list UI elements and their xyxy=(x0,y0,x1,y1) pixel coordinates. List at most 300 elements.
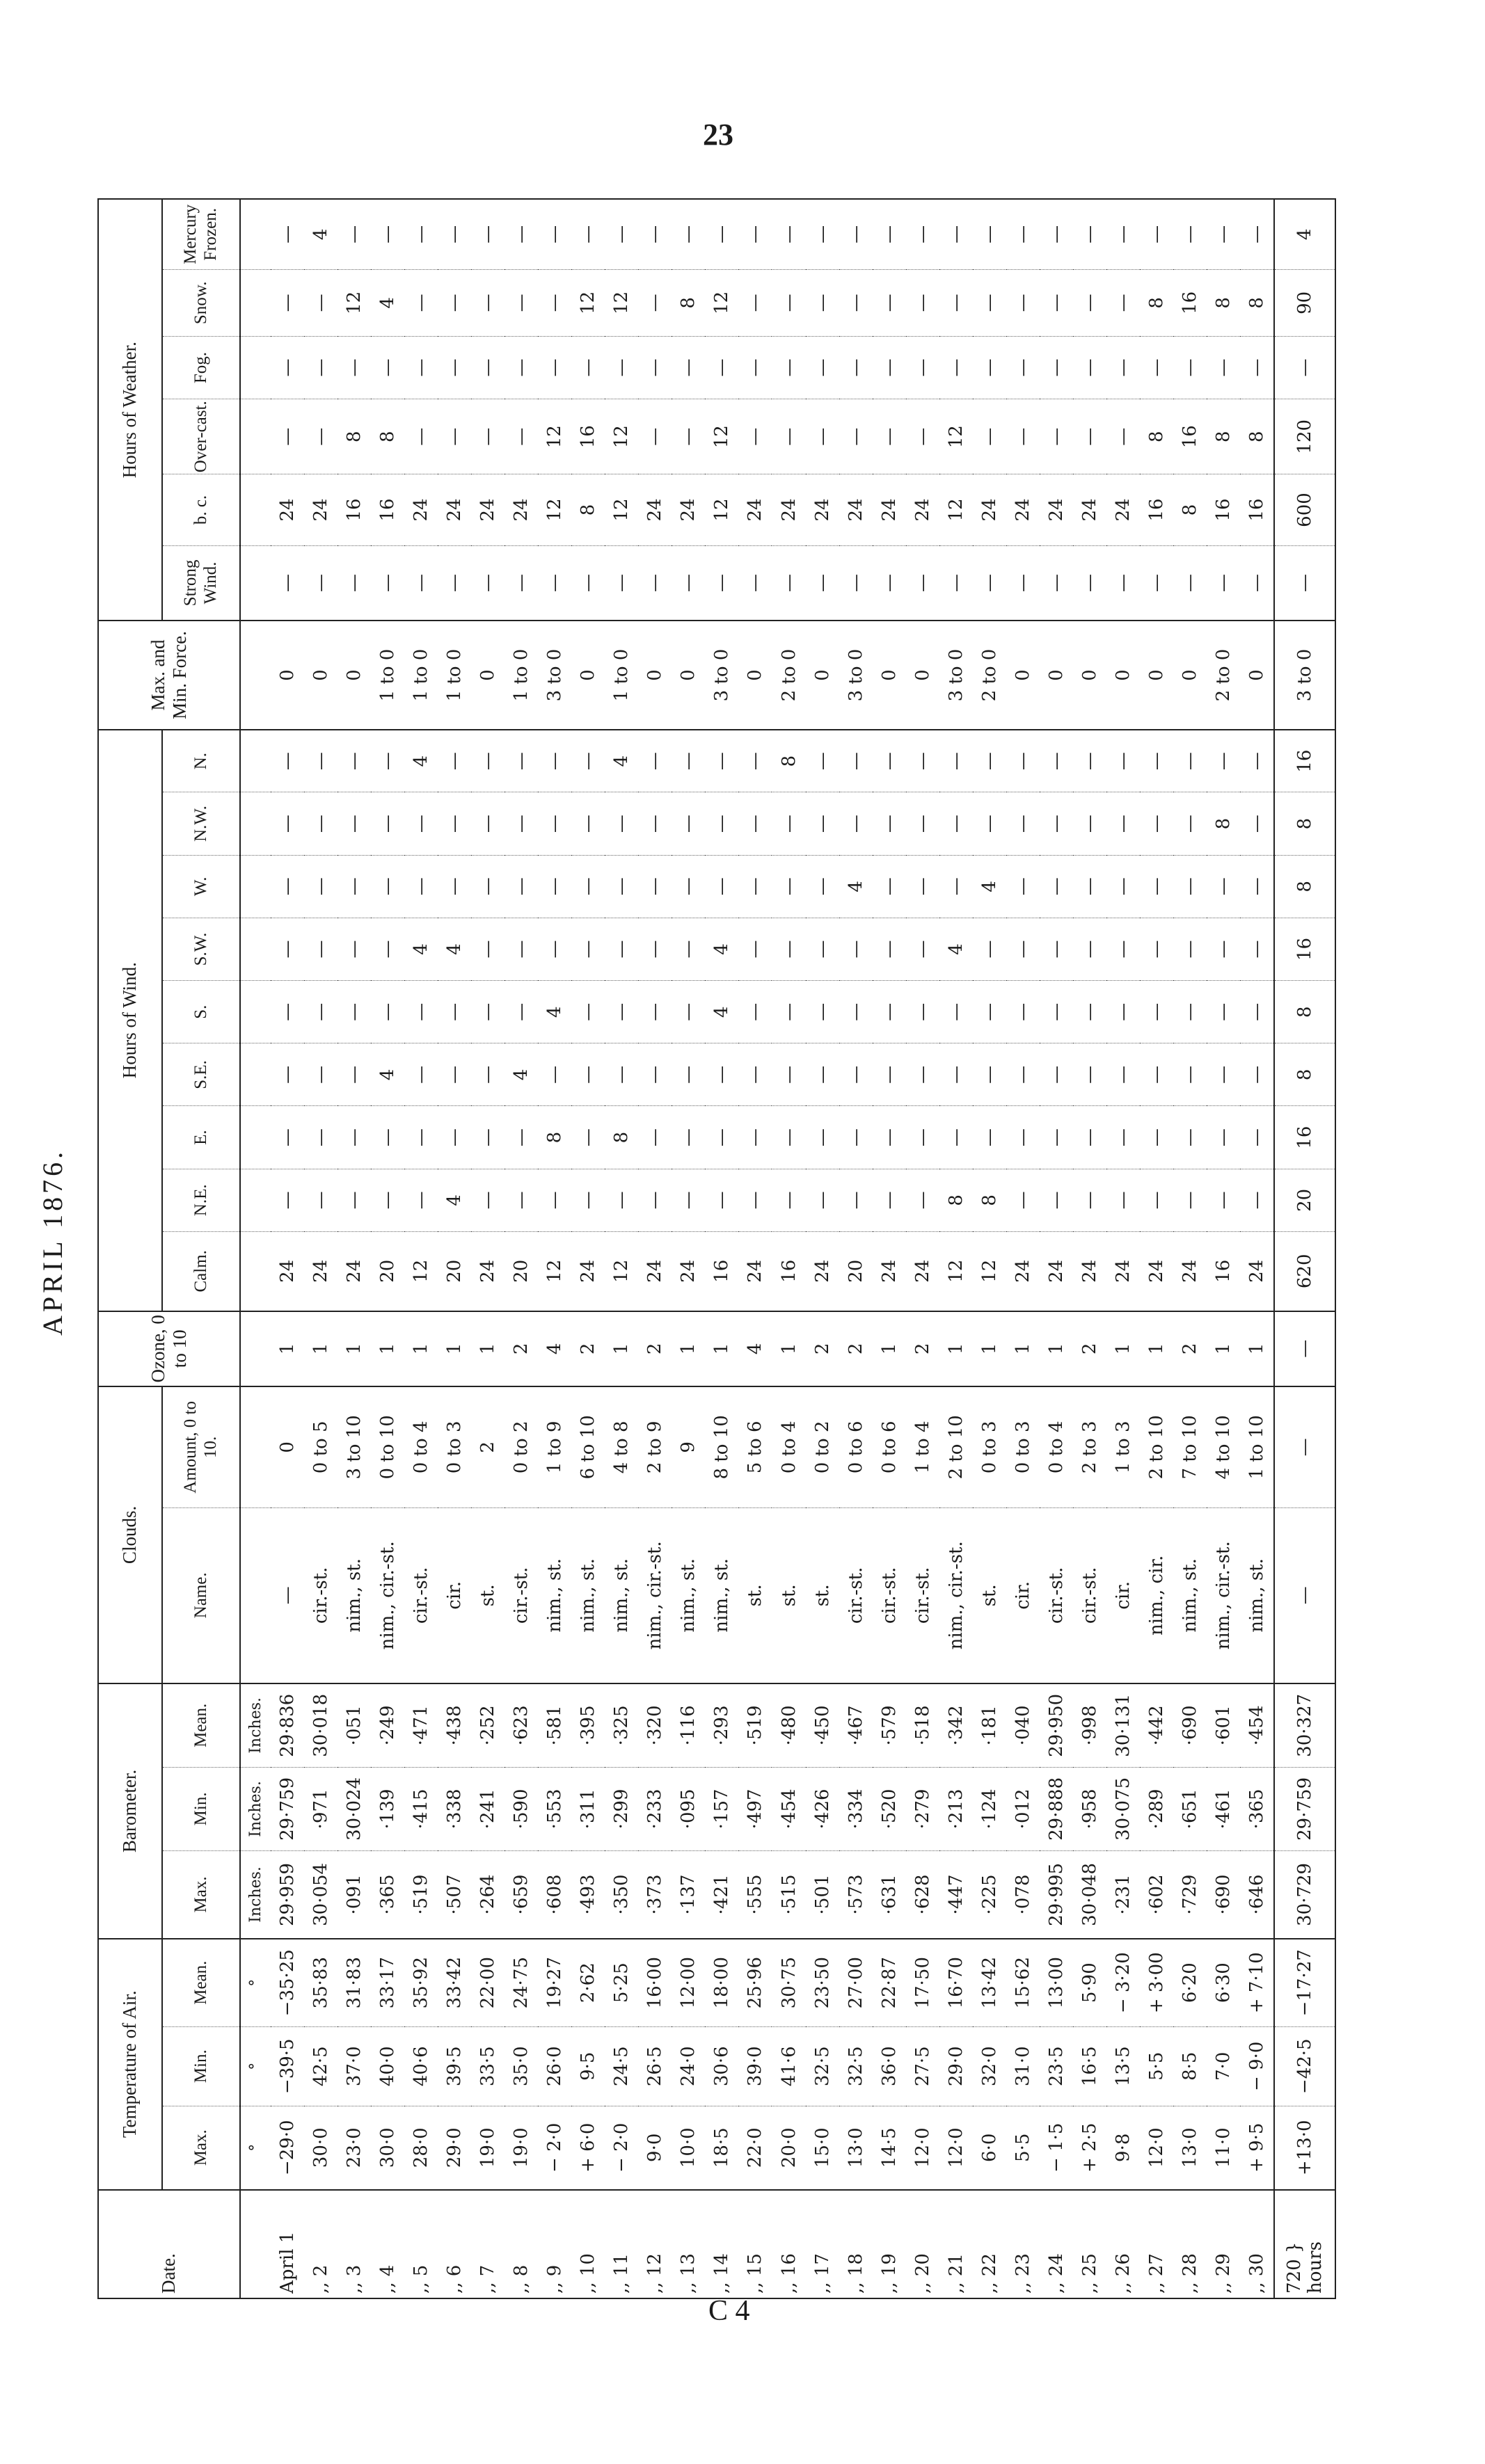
baro-max-cell: ·515 xyxy=(772,1851,805,1939)
wind-n-cell: — xyxy=(338,730,371,792)
cloud-name-cell: cir.-st. xyxy=(404,1507,438,1683)
fog-cell: — xyxy=(605,336,638,399)
wind-w-cell: — xyxy=(705,855,738,918)
header-fog: Fog. xyxy=(162,336,240,399)
baro-min-cell: ·279 xyxy=(906,1767,939,1850)
wind-e-cell: — xyxy=(1006,1106,1040,1169)
wind-sw-cell: — xyxy=(271,918,304,980)
wind-w-cell: — xyxy=(772,855,805,918)
mercury-cell: — xyxy=(571,199,605,269)
bc-cell: 600 xyxy=(1274,474,1335,545)
bc-cell: 24 xyxy=(404,474,438,545)
temp-mean-cell: 25·96 xyxy=(738,1939,772,2026)
overcast-cell: — xyxy=(638,399,672,474)
baro-max-cell: ·225 xyxy=(973,1851,1006,1939)
header-force: Max. and Min. Force. xyxy=(98,621,240,729)
mercury-cell: — xyxy=(772,199,805,269)
wind-s-cell: 8 xyxy=(1274,981,1335,1043)
unit-temp-mean: ° xyxy=(240,1939,271,2026)
wind-nw-cell: — xyxy=(304,792,338,855)
mercury-cell: — xyxy=(605,199,638,269)
wind-w-cell: — xyxy=(1040,855,1073,918)
force-cell: 0 xyxy=(638,621,672,729)
temp-mean-cell: 31·83 xyxy=(338,1939,371,2026)
header-overcast: Over-cast. xyxy=(162,399,240,474)
force-cell: 1 to 0 xyxy=(371,621,404,729)
wind-e-cell: — xyxy=(672,1106,705,1169)
temp-mean-cell: 23·50 xyxy=(806,1939,839,2026)
force-cell: 3 to 0 xyxy=(705,621,738,729)
wind-s-cell: — xyxy=(1006,981,1040,1043)
baro-max-cell: ·137 xyxy=(672,1851,705,1939)
baro-max-cell: ·608 xyxy=(538,1851,571,1939)
baro-min-cell: 29·759 xyxy=(271,1767,304,1850)
wind-n-cell: — xyxy=(1240,730,1274,792)
baro-mean-cell: ·040 xyxy=(1006,1683,1040,1767)
wind-calm-cell: 24 xyxy=(1040,1231,1073,1311)
wind-e-cell: — xyxy=(906,1106,939,1169)
wind-n-cell: — xyxy=(806,730,839,792)
wind-w-cell: — xyxy=(806,855,839,918)
baro-mean-cell: ·518 xyxy=(906,1683,939,1767)
units-blank xyxy=(240,474,271,545)
wind-w-cell: 4 xyxy=(839,855,873,918)
date-cell: ,, 11 xyxy=(605,2190,638,2298)
wind-ne-cell: — xyxy=(304,1169,338,1231)
bc-cell: 24 xyxy=(1073,474,1106,545)
snow-cell: 8 xyxy=(1207,269,1240,336)
strong-wind-cell: — xyxy=(738,545,772,621)
cloud-amount-cell: 0 xyxy=(271,1386,304,1507)
wind-calm-cell: 24 xyxy=(638,1231,672,1311)
fog-cell: — xyxy=(839,336,873,399)
units-blank xyxy=(240,1386,271,1507)
overcast-cell: — xyxy=(672,399,705,474)
wind-sw-cell: — xyxy=(873,918,906,980)
totals-row xyxy=(1274,199,1335,2298)
wind-s-cell: — xyxy=(638,981,672,1043)
wind-ne-cell: — xyxy=(1006,1169,1040,1231)
bc-cell: 24 xyxy=(471,474,505,545)
wind-ne-cell: — xyxy=(638,1169,672,1231)
units-blank xyxy=(240,269,271,336)
header-wind-sw: S.W. xyxy=(162,918,240,980)
date-cell: ,, 6 xyxy=(438,2190,471,2298)
wind-n-cell: — xyxy=(1140,730,1173,792)
wind-sw-cell: — xyxy=(638,918,672,980)
wind-e-cell: — xyxy=(371,1106,404,1169)
wind-s-cell: — xyxy=(1240,981,1274,1043)
overcast-cell: 8 xyxy=(1140,399,1173,474)
temp-min-cell: 16·5 xyxy=(1073,2026,1106,2106)
baro-min-cell: ·971 xyxy=(304,1767,338,1850)
date-cell: ,, 19 xyxy=(873,2190,906,2298)
cloud-name-cell: nim., st. xyxy=(538,1507,571,1683)
wind-calm-cell: 16 xyxy=(1207,1231,1240,1311)
fog-cell: — xyxy=(1207,336,1240,399)
ozone-cell: 2 xyxy=(1073,1311,1106,1386)
fog-cell: — xyxy=(939,336,973,399)
temp-max-cell: 28·0 xyxy=(404,2106,438,2189)
wind-n-cell: — xyxy=(438,730,471,792)
cloud-amount-cell: 3 to 10 xyxy=(338,1386,371,1507)
baro-min-cell: ·651 xyxy=(1173,1767,1207,1850)
overcast-cell: — xyxy=(806,399,839,474)
baro-mean-cell: ·467 xyxy=(839,1683,873,1767)
wind-s-cell: — xyxy=(906,981,939,1043)
wind-calm-cell: 24 xyxy=(906,1231,939,1311)
cloud-name-cell: cir. xyxy=(438,1507,471,1683)
strong-wind-cell: — xyxy=(873,545,906,621)
cloud-name-cell: nim., cir.-st. xyxy=(939,1507,973,1683)
date-cell: ,, 14 xyxy=(705,2190,738,2298)
ozone-cell: 2 xyxy=(806,1311,839,1386)
table-row xyxy=(705,199,738,2298)
overcast-cell: — xyxy=(1073,399,1106,474)
baro-min-cell: ·461 xyxy=(1207,1767,1240,1850)
fog-cell: — xyxy=(1173,336,1207,399)
overcast-cell: — xyxy=(505,399,538,474)
temp-mean-cell: 17·50 xyxy=(906,1939,939,2026)
temp-max-cell: 15·0 xyxy=(806,2106,839,2189)
wind-ne-cell: — xyxy=(271,1169,304,1231)
units-blank xyxy=(240,1231,271,1311)
wind-nw-cell: — xyxy=(371,792,404,855)
baro-min-cell: ·095 xyxy=(672,1767,705,1850)
strong-wind-cell: — xyxy=(638,545,672,621)
wind-w-cell: — xyxy=(471,855,505,918)
wind-e-cell: — xyxy=(806,1106,839,1169)
snow-cell: 12 xyxy=(605,269,638,336)
wind-s-cell: — xyxy=(873,981,906,1043)
mercury-cell: — xyxy=(1006,199,1040,269)
fog-cell: — xyxy=(505,336,538,399)
wind-s-cell: — xyxy=(1073,981,1106,1043)
table-row xyxy=(538,199,571,2298)
temp-mean-cell: 13·00 xyxy=(1040,1939,1073,2026)
fog-cell: — xyxy=(1073,336,1106,399)
wind-s-cell: — xyxy=(605,981,638,1043)
temp-min-cell: 24·5 xyxy=(605,2026,638,2106)
baro-max-cell: 30·729 xyxy=(1274,1851,1335,1939)
wind-n-cell: — xyxy=(271,730,304,792)
wind-e-cell: 8 xyxy=(605,1106,638,1169)
wind-nw-cell: — xyxy=(571,792,605,855)
header-temperature: Temperature of Air. xyxy=(98,1939,162,2190)
baro-mean-cell: ·442 xyxy=(1140,1683,1173,1767)
wind-n-cell: — xyxy=(973,730,1006,792)
cloud-amount-cell: 2 to 10 xyxy=(939,1386,973,1507)
wind-w-cell: — xyxy=(672,855,705,918)
cloud-name-cell: nim., cir. xyxy=(1140,1507,1173,1683)
temp-min-cell: 7·0 xyxy=(1207,2026,1240,2106)
wind-ne-cell: — xyxy=(806,1169,839,1231)
wind-calm-cell: 620 xyxy=(1274,1231,1335,1311)
header-cloud-amount: Amount, 0 to 10. xyxy=(162,1386,240,1507)
header-wind-calm: Calm. xyxy=(162,1231,240,1311)
header-strong-wind: Strong Wind. xyxy=(162,545,240,621)
wind-s-cell: — xyxy=(672,981,705,1043)
wind-calm-cell: 24 xyxy=(1140,1231,1173,1311)
wind-calm-cell: 24 xyxy=(1173,1231,1207,1311)
baro-max-cell: ·493 xyxy=(571,1851,605,1939)
overcast-cell: — xyxy=(1106,399,1140,474)
cloud-name-cell: cir.-st. xyxy=(839,1507,873,1683)
table-row xyxy=(738,199,772,2298)
temp-mean-cell: 22·00 xyxy=(471,1939,505,2026)
wind-s-cell: 4 xyxy=(705,981,738,1043)
table-row xyxy=(1140,199,1173,2298)
temp-min-cell: 41·6 xyxy=(772,2026,805,2106)
bc-cell: 16 xyxy=(371,474,404,545)
table-row xyxy=(371,199,404,2298)
force-cell: 0 xyxy=(738,621,772,729)
header-wind-se: S.E. xyxy=(162,1043,240,1106)
force-cell: 2 to 0 xyxy=(772,621,805,729)
force-cell: 0 xyxy=(906,621,939,729)
wind-e-cell: — xyxy=(839,1106,873,1169)
temp-mean-cell: 12·00 xyxy=(672,1939,705,2026)
cloud-name-cell: st. xyxy=(772,1507,805,1683)
mercury-cell: — xyxy=(672,199,705,269)
strong-wind-cell: — xyxy=(1240,545,1274,621)
fog-cell: — xyxy=(973,336,1006,399)
wind-e-cell: — xyxy=(571,1106,605,1169)
snow-cell: — xyxy=(1073,269,1106,336)
fog-cell: — xyxy=(738,336,772,399)
wind-nw-cell: 8 xyxy=(1274,792,1335,855)
cloud-amount-cell: — xyxy=(1274,1386,1335,1507)
force-cell: 0 xyxy=(1073,621,1106,729)
wind-calm-cell: 20 xyxy=(839,1231,873,1311)
wind-se-cell: — xyxy=(1240,1043,1274,1106)
wind-w-cell: — xyxy=(638,855,672,918)
header-wind-s: S. xyxy=(162,981,240,1043)
temp-max-cell: − 2·0 xyxy=(605,2106,638,2189)
wind-e-cell: — xyxy=(505,1106,538,1169)
wind-e-cell: — xyxy=(1140,1106,1173,1169)
baro-max-cell: ·231 xyxy=(1106,1851,1140,1939)
wind-calm-cell: 24 xyxy=(1106,1231,1140,1311)
temp-min-cell: 32·5 xyxy=(806,2026,839,2106)
wind-w-cell: 4 xyxy=(973,855,1006,918)
wind-sw-cell: — xyxy=(973,918,1006,980)
units-row xyxy=(240,199,271,2298)
wind-n-cell: — xyxy=(705,730,738,792)
date-cell: ,, 18 xyxy=(839,2190,873,2298)
mercury-cell: — xyxy=(1140,199,1173,269)
temp-max-cell: 29·0 xyxy=(438,2106,471,2189)
wind-nw-cell: — xyxy=(906,792,939,855)
overcast-cell: — xyxy=(738,399,772,474)
wind-sw-cell: — xyxy=(1140,918,1173,980)
force-cell: 0 xyxy=(1140,621,1173,729)
fog-cell: — xyxy=(438,336,471,399)
baro-max-cell: ·519 xyxy=(404,1851,438,1939)
date-cell: ,, 17 xyxy=(806,2190,839,2298)
wind-calm-cell: 24 xyxy=(738,1231,772,1311)
wind-se-cell: — xyxy=(906,1043,939,1106)
date-cell: ,, 21 xyxy=(939,2190,973,2298)
bc-cell: 12 xyxy=(538,474,571,545)
wind-calm-cell: 12 xyxy=(605,1231,638,1311)
wind-sw-cell: — xyxy=(505,918,538,980)
units-blank xyxy=(240,621,271,729)
wind-nw-cell: — xyxy=(1040,792,1073,855)
overcast-cell: 8 xyxy=(338,399,371,474)
wind-n-cell: — xyxy=(638,730,672,792)
cloud-amount-cell: 0 to 3 xyxy=(438,1386,471,1507)
wind-calm-cell: 24 xyxy=(304,1231,338,1311)
baro-mean-cell: ·454 xyxy=(1240,1683,1274,1767)
snow-cell: — xyxy=(404,269,438,336)
baro-mean-cell: ·998 xyxy=(1073,1683,1106,1767)
baro-min-cell: 29·888 xyxy=(1040,1767,1073,1850)
wind-w-cell: — xyxy=(338,855,371,918)
fog-cell: — xyxy=(571,336,605,399)
ozone-cell: 1 xyxy=(1140,1311,1173,1386)
wind-se-cell: 8 xyxy=(1274,1043,1335,1106)
baro-min-cell: ·139 xyxy=(371,1767,404,1850)
overcast-cell: — xyxy=(873,399,906,474)
force-cell: 1 to 0 xyxy=(505,621,538,729)
temp-min-cell: 33·5 xyxy=(471,2026,505,2106)
snow-cell: 12 xyxy=(338,269,371,336)
baro-mean-cell: 29·950 xyxy=(1040,1683,1073,1767)
wind-s-cell: 4 xyxy=(538,981,571,1043)
temp-mean-cell: −17·27 xyxy=(1274,1939,1335,2026)
temp-mean-cell: + 7·10 xyxy=(1240,1939,1274,2026)
wind-calm-cell: 24 xyxy=(672,1231,705,1311)
temp-mean-cell: 24·75 xyxy=(505,1939,538,2026)
wind-se-cell: — xyxy=(973,1043,1006,1106)
ozone-cell: 1 xyxy=(404,1311,438,1386)
wind-ne-cell: — xyxy=(1040,1169,1073,1231)
wind-sw-cell: — xyxy=(571,918,605,980)
force-cell: 0 xyxy=(873,621,906,729)
overcast-cell: — xyxy=(1006,399,1040,474)
overcast-cell: 8 xyxy=(1207,399,1240,474)
temp-mean-cell: 19·27 xyxy=(538,1939,571,2026)
temp-mean-cell: 35·83 xyxy=(304,1939,338,2026)
force-cell: 0 xyxy=(672,621,705,729)
table-row xyxy=(605,199,638,2298)
snow-cell: — xyxy=(973,269,1006,336)
wind-se-cell: — xyxy=(538,1043,571,1106)
cloud-name-cell: cir. xyxy=(1106,1507,1140,1683)
force-cell: 0 xyxy=(471,621,505,729)
mercury-cell: — xyxy=(638,199,672,269)
unit-baro-mean: Inches. xyxy=(240,1683,271,1767)
wind-se-cell: — xyxy=(1073,1043,1106,1106)
table-row xyxy=(338,199,371,2298)
wind-ne-cell: — xyxy=(705,1169,738,1231)
wind-nw-cell: — xyxy=(738,792,772,855)
table-row xyxy=(806,199,839,2298)
ozone-cell: 1 xyxy=(1240,1311,1274,1386)
mercury-cell: — xyxy=(1106,199,1140,269)
baro-min-cell: ·241 xyxy=(471,1767,505,1850)
temp-mean-cell: 15·62 xyxy=(1006,1939,1040,2026)
mercury-cell: — xyxy=(738,199,772,269)
wind-w-cell: — xyxy=(1106,855,1140,918)
baro-mean-cell: 30·131 xyxy=(1106,1683,1140,1767)
temp-mean-cell: − 3·20 xyxy=(1106,1939,1140,2026)
table-row xyxy=(906,199,939,2298)
baro-mean-cell: ·579 xyxy=(873,1683,906,1767)
wind-ne-cell: — xyxy=(906,1169,939,1231)
mercury-cell: — xyxy=(873,199,906,269)
wind-sw-cell: 4 xyxy=(939,918,973,980)
header-temp-mean: Mean. xyxy=(162,1939,240,2026)
wind-w-cell: — xyxy=(1207,855,1240,918)
temp-min-cell: 39·0 xyxy=(738,2026,772,2106)
table-row xyxy=(1240,199,1274,2298)
ozone-cell: 1 xyxy=(705,1311,738,1386)
wind-calm-cell: 20 xyxy=(505,1231,538,1311)
wind-n-cell: 8 xyxy=(772,730,805,792)
baro-max-cell: 29·959 xyxy=(271,1851,304,1939)
wind-s-cell: — xyxy=(338,981,371,1043)
snow-cell: — xyxy=(839,269,873,336)
temp-max-cell: 5·5 xyxy=(1006,2106,1040,2189)
wind-calm-cell: 24 xyxy=(471,1231,505,1311)
baro-max-cell: ·628 xyxy=(906,1851,939,1939)
strong-wind-cell: — xyxy=(338,545,371,621)
temp-max-cell: + 9·5 xyxy=(1240,2106,1274,2189)
cloud-name-cell: nim., st. xyxy=(1173,1507,1207,1683)
units-blank xyxy=(240,1106,271,1169)
wind-ne-cell: — xyxy=(404,1169,438,1231)
strong-wind-cell: — xyxy=(672,545,705,621)
wind-sw-cell: — xyxy=(338,918,371,980)
mercury-cell: — xyxy=(338,199,371,269)
temp-max-cell: 12·0 xyxy=(906,2106,939,2189)
baro-min-cell: ·497 xyxy=(738,1767,772,1850)
wind-calm-cell: 24 xyxy=(1006,1231,1040,1311)
wind-ne-cell: 8 xyxy=(973,1169,1006,1231)
wind-w-cell: 8 xyxy=(1274,855,1335,918)
temp-max-cell: +13·0 xyxy=(1274,2106,1335,2189)
baro-max-cell: ·507 xyxy=(438,1851,471,1939)
wind-e-cell: — xyxy=(772,1106,805,1169)
wind-nw-cell: — xyxy=(1240,792,1274,855)
wind-w-cell: — xyxy=(371,855,404,918)
wind-sw-cell: — xyxy=(1106,918,1140,980)
wind-nw-cell: — xyxy=(1140,792,1173,855)
wind-s-cell: — xyxy=(571,981,605,1043)
temp-mean-cell: 33·42 xyxy=(438,1939,471,2026)
overcast-cell: — xyxy=(404,399,438,474)
wind-e-cell: — xyxy=(438,1106,471,1169)
force-cell: 0 xyxy=(338,621,371,729)
strong-wind-cell: — xyxy=(1274,545,1335,621)
wind-s-cell: — xyxy=(772,981,805,1043)
wind-se-cell: — xyxy=(1140,1043,1173,1106)
date-cell: ,, 24 xyxy=(1040,2190,1073,2298)
temp-mean-cell: 6·30 xyxy=(1207,1939,1240,2026)
wind-e-cell: — xyxy=(271,1106,304,1169)
cloud-amount-cell: 1 to 10 xyxy=(1240,1386,1274,1507)
baro-max-cell: ·659 xyxy=(505,1851,538,1939)
wind-sw-cell: — xyxy=(1173,918,1207,980)
baro-min-cell: 29·759 xyxy=(1274,1767,1335,1850)
baro-mean-cell: ·480 xyxy=(772,1683,805,1767)
wind-e-cell: — xyxy=(1106,1106,1140,1169)
temp-mean-cell: −35·25 xyxy=(271,1939,304,2026)
cloud-name-cell: cir.-st. xyxy=(906,1507,939,1683)
strong-wind-cell: — xyxy=(271,545,304,621)
